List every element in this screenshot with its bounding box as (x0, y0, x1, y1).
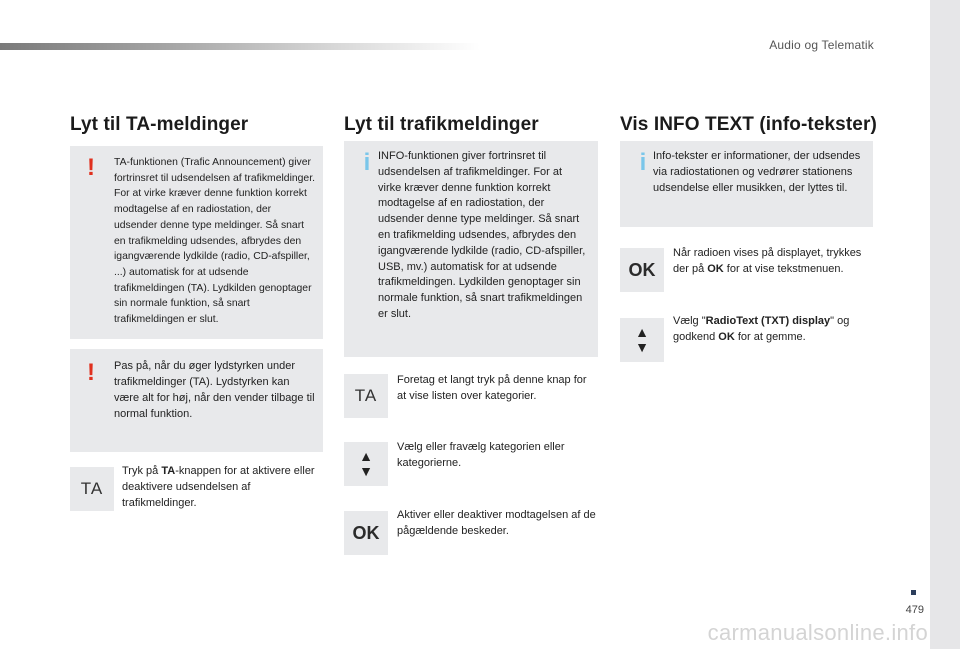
col3-step-radiotext: Vælg "RadioText (TXT) display" og godkend OK for at gemme. (673, 315, 850, 343)
info-text-traffic: INFO-funktionen giver fortrinsret til udsendelsen af trafikmeldinger. For at virke kræver denne funktion korrekt modtagelse af en radiostation, der udsender denne type meldinger. Så snart en trafikmelding udsendes, afbrydes den igangværende lydkilde (radio, CD-afspiller, USB, mv.) automatisk for at udsende trafikmeldingen. Lydkilden genoptager sin normale funktion, så snart trafikmeldingen er slut. (378, 150, 586, 320)
up-down-arrows-icon[interactable] (344, 442, 388, 486)
info-icon: i (639, 149, 647, 176)
warning-box-ta (70, 146, 323, 339)
ta-button-icon-2[interactable]: TA (344, 374, 388, 418)
section-header: Audio og Telematik (769, 38, 874, 52)
col1-title: Lyt til TA-meldinger (70, 114, 249, 135)
arrow-down-icon: ▼ (359, 463, 373, 479)
info-icon: i (363, 149, 371, 176)
ta-button-icon[interactable]: TA (70, 467, 114, 511)
info-text-infotext: Info-tekster er informationer, der udsendes via radiostationen og vedrører stationens udsendelse eller musikken, der lyttes til. (653, 150, 861, 194)
info-box-infotext (620, 141, 873, 227)
arrow-up-icon: ▲ (359, 448, 373, 464)
warning-icon: ! (87, 154, 95, 181)
col2-title: Lyt til trafikmeldinger (344, 114, 539, 135)
arrow-up-icon: ▲ (635, 324, 649, 340)
col1-step-ta: Tryk på TA-knappen for at aktivere eller deaktivere udsendelsen af trafikmeldinger. (122, 465, 315, 509)
watermark: carmanualsonline.info (707, 620, 928, 645)
col3-title: Vis INFO TEXT (info-tekster) (620, 114, 877, 135)
info-box-traffic (344, 141, 598, 357)
warning-icon: ! (87, 359, 95, 386)
warning-box-volume (70, 349, 323, 452)
warning-text-volume: Pas på, når du øger lydstyrken under trafikmeldinger (TA). Lydstyrken kan være alt for høj, når den vender tilbage til normal funktion. (114, 360, 315, 420)
col2-step-long-press: Foretag et langt tryk på denne knap for at vise listen over kategorier. (397, 374, 587, 402)
page-number: 479 (905, 604, 924, 616)
up-down-arrows-icon-2[interactable] (620, 318, 664, 362)
col2-step-activate: Aktiver eller deaktiver modtagelsen af de pågældende beskeder. (397, 509, 596, 537)
col2-step-select: Vælg eller fravælg kategorien eller kategorierne. (397, 441, 565, 469)
page-marker-dot (911, 590, 916, 595)
warning-text-ta: TA-funktionen (Trafic Announcement) giver fortrinsret til udsendelsen af trafikmeldinger. For at virke kræver denne funktion korrekt modtagelse af en radiostation, der udsender denne type meldinger. Så snart en trafikmelding udsendes, afbrydes den igangværende lydkilde (radio, CD-afspiller, ...) automatisk for at udsende trafikmeldingen (TA). Lydkilden genoptager sin normale funktion, så snart trafikmeldingen er slut. (114, 157, 315, 326)
arrow-down-icon: ▼ (635, 339, 649, 355)
right-margin-strip (930, 0, 960, 649)
ok-button-icon[interactable]: OK (344, 511, 388, 555)
col3-step-show-menu: Når radioen vises på displayet, trykkes der på OK for at vise tekstmenuen. (673, 247, 862, 275)
ok-button-icon-2[interactable]: OK (620, 248, 664, 292)
top-gradient-bar (0, 43, 480, 50)
